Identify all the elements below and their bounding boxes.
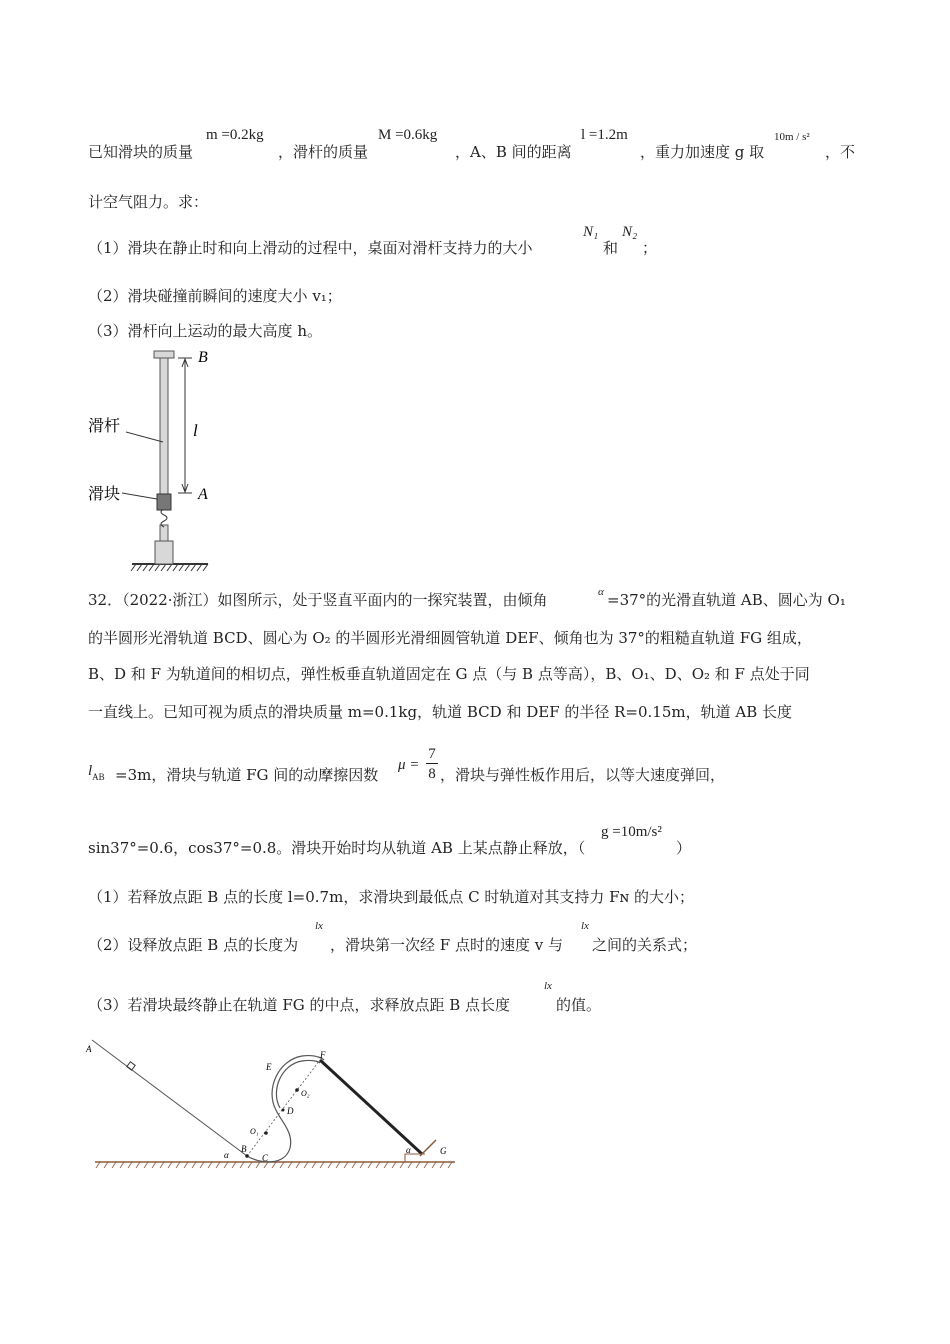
p31-semi: ； xyxy=(642,239,658,257)
p32-mu: μ = xyxy=(398,757,420,773)
fig-label-A: A xyxy=(86,1044,92,1054)
p31-m-value: m =0.2kg xyxy=(206,127,264,143)
p32-line1 xyxy=(88,590,548,610)
fig-label-E: E xyxy=(266,1062,272,1072)
p31-g-value: 10m / s² xyxy=(774,131,810,143)
slider-block xyxy=(157,494,171,510)
p31-known-text-4: ，重力加速度 g 取 xyxy=(640,143,765,161)
fig-label-C: C xyxy=(262,1153,269,1163)
label-B: B xyxy=(198,349,208,366)
p32-line1b: =37°的光滑直轨道 AB、圆心为 O₁ xyxy=(607,591,846,609)
label-A: A xyxy=(198,486,208,503)
p31-question-2: （2）滑块碰撞前瞬间的速度大小 v₁； xyxy=(88,287,342,305)
p31-known-text-2: ，滑杆的质量 xyxy=(278,143,369,161)
p32-lx-1: lx xyxy=(315,920,323,932)
p31-known-text-3: ，A、B 间的距离 xyxy=(455,143,572,161)
p32-lx-2: lx xyxy=(581,920,589,932)
fig-label-F: F xyxy=(320,1050,326,1060)
p32-q3a: （3）若滑块最终静止在轨道 FG 的中点，求释放点距 B 点长度 xyxy=(88,996,511,1014)
p31-question-1 xyxy=(88,238,533,258)
p32-frac-num: 7 xyxy=(426,745,438,764)
p31-he: 和 xyxy=(603,239,619,257)
p32-question-1: （1）若释放点距 B 点的长度 l=0.7m，求滑块到最低点 C 时轨道对其支持力 Fɴ 的大小； xyxy=(88,888,694,906)
fig-label-B: B xyxy=(241,1144,247,1154)
p31-known-line xyxy=(88,142,193,162)
p32-line6b: ） xyxy=(676,839,692,857)
fig-label-D: D xyxy=(287,1106,294,1116)
p31-l-value: l =1.2m xyxy=(581,127,628,143)
p32-fraction xyxy=(426,745,438,784)
p32-frac-den: 8 xyxy=(428,766,436,782)
label-rod: 滑杆 xyxy=(88,418,121,435)
p32-lab-sub: AB xyxy=(92,772,105,782)
fig-label-alpha-2: α xyxy=(406,1145,411,1155)
p32-lab-l: l xyxy=(88,763,93,779)
p32-q2c: 之间的关系式； xyxy=(592,936,698,954)
p32-line1a: 32．（2022·浙江）如图所示，处于竖直平面内的一探究装置，由倾角 xyxy=(88,591,548,609)
p32-figure xyxy=(80,1030,460,1180)
p32-line3: B、D 和 F 为轨道间的相切点，弹性板垂直轨道固定在 G 点（与 B 点等高），B、O₁、D、O₂ 和 F 点处于同 xyxy=(88,665,810,683)
p31-N1: N₁ xyxy=(583,224,599,240)
p31-N2: N₂ xyxy=(622,224,638,240)
label-block: 滑块 xyxy=(88,486,121,503)
p31-question-3: （3）滑杆向上运动的最大高度 h。 xyxy=(88,322,322,340)
p32-question-3 xyxy=(88,995,510,1015)
p31-q1-text: （1）滑块在静止时和向上滑动的过程中，桌面对滑杆支持力的大小 xyxy=(88,239,533,257)
p31-M-value: M =0.6kg xyxy=(378,127,438,143)
p32-line6a: sin37°=0.6，cos37°=0.8。滑块开始时均从轨道 AB 上某点静止释放，（ xyxy=(88,839,586,857)
p31-known-text-1: 已知滑块的质量 xyxy=(88,143,194,161)
fig-label-O2: O₂ xyxy=(301,1089,310,1098)
p31-figure xyxy=(80,345,330,575)
fig-label-G: G xyxy=(440,1146,447,1156)
p32-lx-3: lx xyxy=(544,980,552,992)
p32-line2: 的半圆形光滑轨道 BCD、圆心为 O₂ 的半圆形光滑细圆管轨道 DEF、倾角也为 37°的粗糙直轨道 FG 组成， xyxy=(88,629,812,647)
p32-line5a: =3m，滑块与轨道 FG 间的动摩擦因数 xyxy=(115,766,379,784)
label-l: l xyxy=(193,421,198,440)
fig-label-O1: O₁ xyxy=(250,1127,259,1136)
p32-q2a: （2）设释放点距 B 点的长度为 xyxy=(88,936,299,954)
p32-lab-symbol xyxy=(88,763,105,780)
fig-label-alpha-1: α xyxy=(224,1150,229,1160)
p31-known-text-5: ，不 xyxy=(825,143,856,161)
p32-alpha: α xyxy=(598,586,604,598)
p32-line5b: ，滑块与弹性板作用后，以等大速度弹回， xyxy=(440,766,726,784)
p31-line2: 计空气阻力。求： xyxy=(88,193,209,211)
p32-q2b: ，滑块第一次经 F 点时的速度 v 与 xyxy=(330,936,563,954)
p32-g-value: g =10m/s² xyxy=(601,824,662,840)
p32-line4: 一直线上。已知可视为质点的滑块质量 m=0.1kg，轨道 BCD 和 DEF 的半径 R=0.15m，轨道 AB 长度 xyxy=(88,703,793,721)
p32-question-2 xyxy=(88,935,298,955)
p32-q3b: 的值。 xyxy=(556,996,602,1014)
